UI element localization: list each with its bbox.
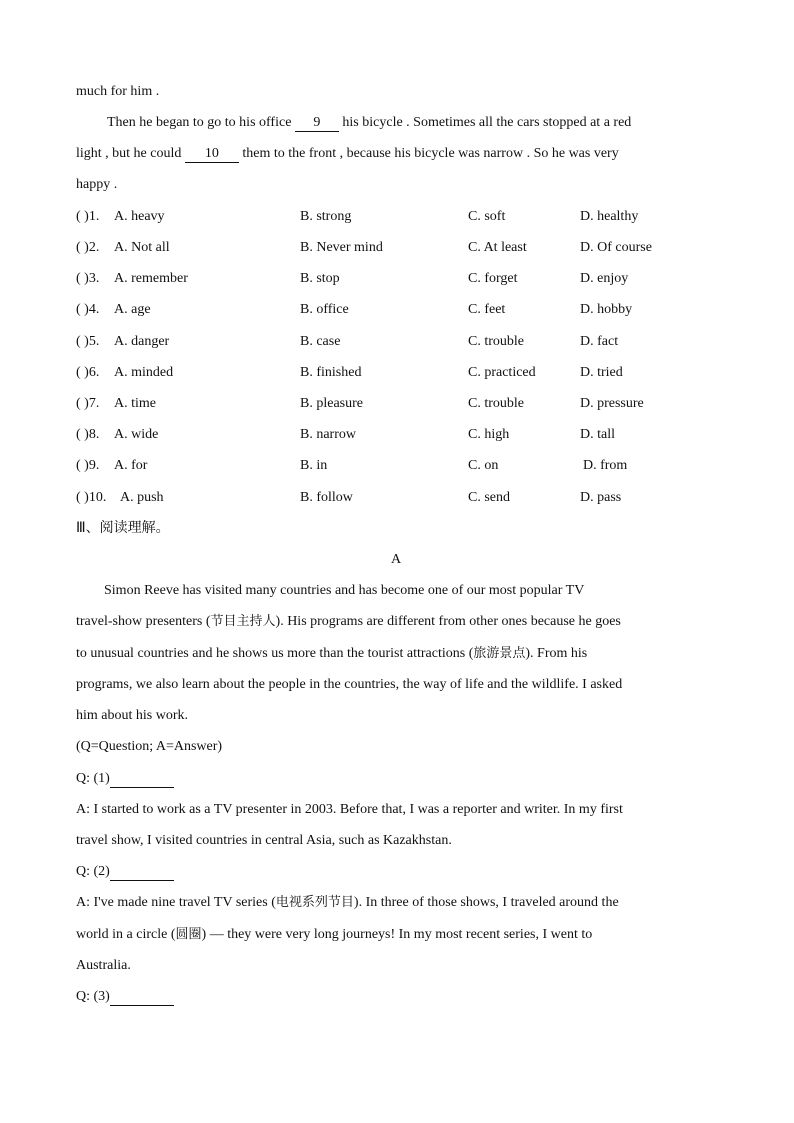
option-c: C. trouble xyxy=(468,334,524,349)
answer-bracket[interactable]: ( )8. xyxy=(76,427,100,442)
option-a: A. minded xyxy=(114,365,174,380)
passage-line-1: Simon Reeve has visited many countries and has become one of our most popular TV xyxy=(104,583,585,598)
answer-bracket[interactable]: ( )9. xyxy=(76,458,100,473)
option-b: B. follow xyxy=(300,490,353,505)
option-row-6 xyxy=(76,363,736,383)
option-a: A. danger xyxy=(114,334,170,349)
question-3: Q: (3) xyxy=(76,987,174,1007)
intro-line-3: light , but he could 10 them to the front , because his bicycle was narrow . So he was very xyxy=(76,146,619,161)
option-b: B. in xyxy=(300,458,328,473)
option-a: A. wide xyxy=(114,427,159,442)
option-c: C. At least xyxy=(468,240,527,255)
answer-bracket[interactable]: ( )6. xyxy=(76,365,100,380)
option-c: C. on xyxy=(468,458,499,473)
answer-2-line-2: world in a circle (圆圈) — they were very long journeys! In my most recent series, I went to xyxy=(76,927,593,942)
option-a: A. age xyxy=(114,302,151,317)
option-row-1 xyxy=(76,207,736,227)
answer-1-line-1: A: I started to work as a TV presenter in 2003. Before that, I was a reporter and writer. In my first xyxy=(76,802,623,817)
option-a: A. remember xyxy=(114,271,188,286)
answer-2-line-1: A: I've made nine travel TV series (电视系列节目). In three of those shows, I traveled around the xyxy=(76,895,619,910)
option-row-4 xyxy=(76,300,736,320)
section-heading: Ⅲ、阅读理解。 xyxy=(76,520,170,536)
option-row-9 xyxy=(76,456,736,476)
option-d: D. pressure xyxy=(580,396,644,411)
option-row-7 xyxy=(76,394,736,414)
question-2-blank[interactable] xyxy=(110,864,174,881)
option-d: D. hobby xyxy=(580,302,633,317)
option-c: C. practiced xyxy=(468,365,536,380)
option-d: D. Of course xyxy=(580,240,652,255)
answer-bracket[interactable]: ( )3. xyxy=(76,271,100,286)
option-a: A. time xyxy=(114,396,156,411)
option-b: B. case xyxy=(300,334,341,349)
option-a: A. push xyxy=(120,490,164,505)
option-c: C. feet xyxy=(468,302,506,317)
question-3-blank[interactable] xyxy=(110,989,174,1006)
intro-line-4: happy . xyxy=(76,177,118,192)
answer-2-line-3: Australia. xyxy=(76,958,131,973)
blank-10[interactable]: 10 xyxy=(185,146,239,163)
option-c: C. trouble xyxy=(468,396,524,411)
option-a: A. Not all xyxy=(114,240,170,255)
question-1-blank[interactable] xyxy=(110,771,174,788)
option-b: B. narrow xyxy=(300,427,356,442)
option-a: A. for xyxy=(114,458,148,473)
option-d: D. tall xyxy=(580,427,615,442)
answer-bracket[interactable]: ( )2. xyxy=(76,240,100,255)
option-a: A. heavy xyxy=(114,209,165,224)
option-row-5 xyxy=(76,332,736,352)
option-c: C. high xyxy=(468,427,510,442)
option-row-8 xyxy=(76,425,736,445)
answer-bracket[interactable]: ( )4. xyxy=(76,302,100,317)
option-b: B. strong xyxy=(300,209,352,224)
option-c: C. forget xyxy=(468,271,518,286)
answer-1-line-2: travel show, I visited countries in central Asia, such as Kazakhstan. xyxy=(76,833,452,848)
option-b: B. finished xyxy=(300,365,362,380)
question-1: Q: (1) xyxy=(76,769,174,789)
option-b: B. pleasure xyxy=(300,396,363,411)
answer-bracket[interactable]: ( )1. xyxy=(76,209,100,224)
option-row-2 xyxy=(76,238,736,258)
blank-9[interactable]: 9 xyxy=(295,115,339,132)
option-row-3 xyxy=(76,269,736,289)
option-d: D. tried xyxy=(580,365,623,380)
option-b: B. Never mind xyxy=(300,240,383,255)
answer-bracket[interactable]: ( )5. xyxy=(76,334,100,349)
option-c: C. soft xyxy=(468,209,506,224)
answer-bracket[interactable]: ( )10. xyxy=(76,490,107,505)
qa-legend: (Q=Question; A=Answer) xyxy=(76,739,223,754)
passage-line-5: him about his work. xyxy=(76,708,188,723)
passage-label: A xyxy=(391,552,402,567)
option-row-10 xyxy=(76,488,736,508)
question-2: Q: (2) xyxy=(76,862,174,882)
option-d: D. fact xyxy=(580,334,619,349)
intro-line-1: much for him . xyxy=(76,84,160,99)
intro-line-2: Then he began to go to his office 9 his bicycle . Sometimes all the cars stopped at a red xyxy=(107,115,632,130)
option-d: D. from xyxy=(583,458,628,473)
passage-line-3: to unusual countries and he shows us more than the tourist attractions (旅游景点). From his xyxy=(76,646,588,661)
option-d: D. healthy xyxy=(580,209,639,224)
passage-line-4: programs, we also learn about the people in the countries, the way of life and the wildlife. I asked xyxy=(76,677,623,692)
answer-bracket[interactable]: ( )7. xyxy=(76,396,100,411)
option-d: D. pass xyxy=(580,490,622,505)
option-d: D. enjoy xyxy=(580,271,629,286)
option-c: C. send xyxy=(468,490,510,505)
option-b: B. stop xyxy=(300,271,340,286)
passage-line-2: travel-show presenters (节目主持人). His programs are different from other ones because he goes xyxy=(76,614,621,629)
option-b: B. office xyxy=(300,302,349,317)
